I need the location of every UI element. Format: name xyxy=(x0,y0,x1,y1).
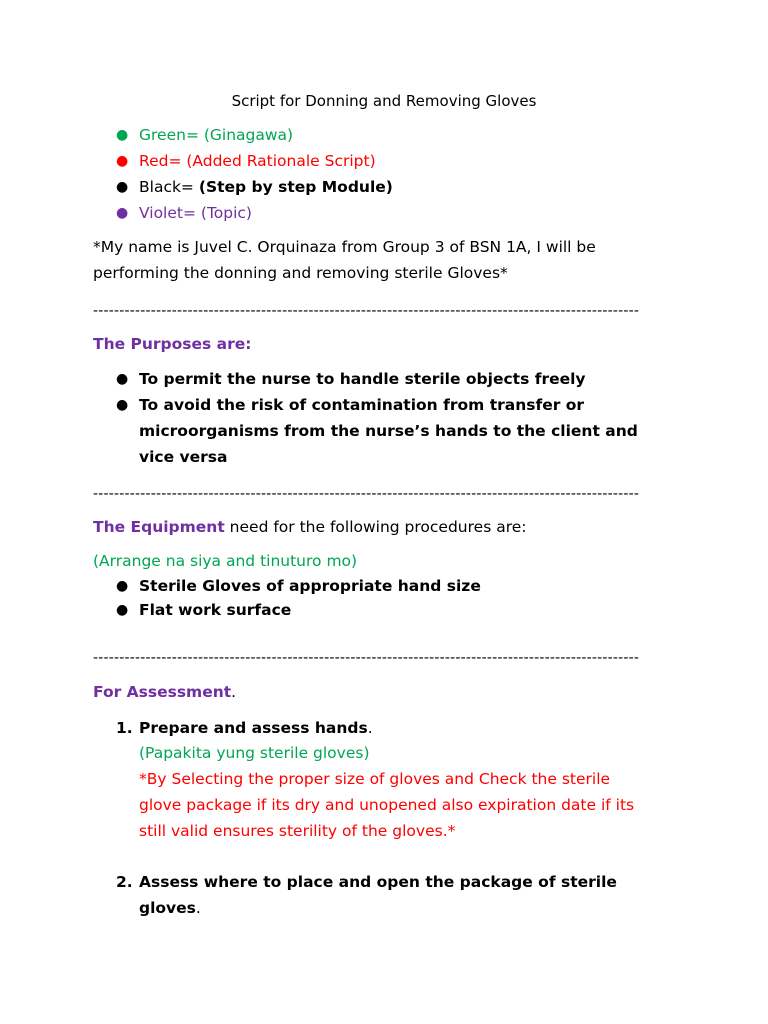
equipment-heading: The Equipment xyxy=(93,518,225,536)
step-1-rationale-line-2: glove package if its dry and unopened also expiration date if its xyxy=(139,796,635,814)
legend-red-desc: (Added Rationale Script) xyxy=(186,152,376,170)
equipment-note: (Arrange na siya and tinuturo mo) xyxy=(93,552,358,570)
equipment-heading-rest: need for the following procedures are: xyxy=(224,518,527,536)
legend-green xyxy=(139,124,293,146)
step-2-last-line: gloves xyxy=(139,899,196,917)
purpose-bullet-1: ● xyxy=(116,371,129,387)
legend-black-desc: (Step by step Module) xyxy=(198,178,393,196)
legend-bullet-black: ● xyxy=(116,179,129,195)
step-2-last-end: . xyxy=(195,899,201,917)
legend-green-label: Green= xyxy=(139,126,204,144)
step-2-number: 2. xyxy=(116,873,133,891)
legend-violet-desc: (Topic) xyxy=(200,204,252,222)
step-2-line-1: Assess where to place and open the package of sterile xyxy=(139,873,617,891)
document-title: Script for Donning and Removing Gloves xyxy=(231,92,537,110)
purpose-bullet-2: ● xyxy=(116,397,129,413)
step-1-text-end: . xyxy=(367,719,373,737)
step-1-rationale-line-3: still valid ensures sterility of the gloves.* xyxy=(139,822,456,840)
purpose-item-2-line-2: microorganisms from the nurse’s hands to the client and xyxy=(139,422,638,440)
divider-3: -------------------------------------------------------------------------------------------------------- xyxy=(93,650,640,666)
assessment-heading-line xyxy=(93,681,236,703)
legend-black xyxy=(139,176,393,198)
step-1-rationale-line-1: *By Selecting the proper size of gloves and Check the sterile xyxy=(139,770,611,788)
purpose-item-1: To permit the nurse to handle sterile objects freely xyxy=(139,370,586,388)
equipment-heading-line xyxy=(93,516,527,538)
step-1-action: (Papakita yung sterile gloves) xyxy=(139,744,370,762)
step-1-text: Prepare and assess hands xyxy=(139,719,368,737)
purpose-item-2-line-1: To avoid the risk of contamination from transfer or xyxy=(139,396,585,414)
legend-violet xyxy=(139,202,252,224)
purpose-item-2-line-3: vice versa xyxy=(139,448,228,466)
equipment-item-2: Flat work surface xyxy=(139,601,292,619)
legend-bullet-green: ● xyxy=(116,127,129,143)
divider-1: -------------------------------------------------------------------------------------------------------- xyxy=(93,303,640,319)
legend-green-desc: (Ginagawa) xyxy=(203,126,294,144)
legend-red-label: Red= xyxy=(139,152,187,170)
intro-line-1: *My name is Juvel C. Orquinaza from Group 3 of BSN 1A, I will be xyxy=(93,238,596,256)
legend-bullet-violet: ● xyxy=(116,205,129,221)
legend-red xyxy=(139,150,376,172)
purposes-heading: The Purposes are: xyxy=(93,335,252,353)
step-1-number: 1. xyxy=(116,719,133,737)
legend-violet-label: Violet= xyxy=(139,204,201,222)
legend-bullet-red: ● xyxy=(116,153,129,169)
step-2-line-2 xyxy=(139,897,201,919)
step-1-text-line xyxy=(139,717,373,739)
divider-2: -------------------------------------------------------------------------------------------------------- xyxy=(93,486,640,502)
equipment-item-1: Sterile Gloves of appropriate hand size xyxy=(139,577,481,595)
assessment-heading: For Assessment xyxy=(93,683,232,701)
equipment-bullet-2: ● xyxy=(116,602,129,618)
intro-line-2: performing the donning and removing sterile Gloves* xyxy=(93,264,508,282)
equipment-bullet-1: ● xyxy=(116,578,129,594)
legend-black-label: Black= xyxy=(139,178,199,196)
assessment-heading-rest: . xyxy=(231,683,237,701)
